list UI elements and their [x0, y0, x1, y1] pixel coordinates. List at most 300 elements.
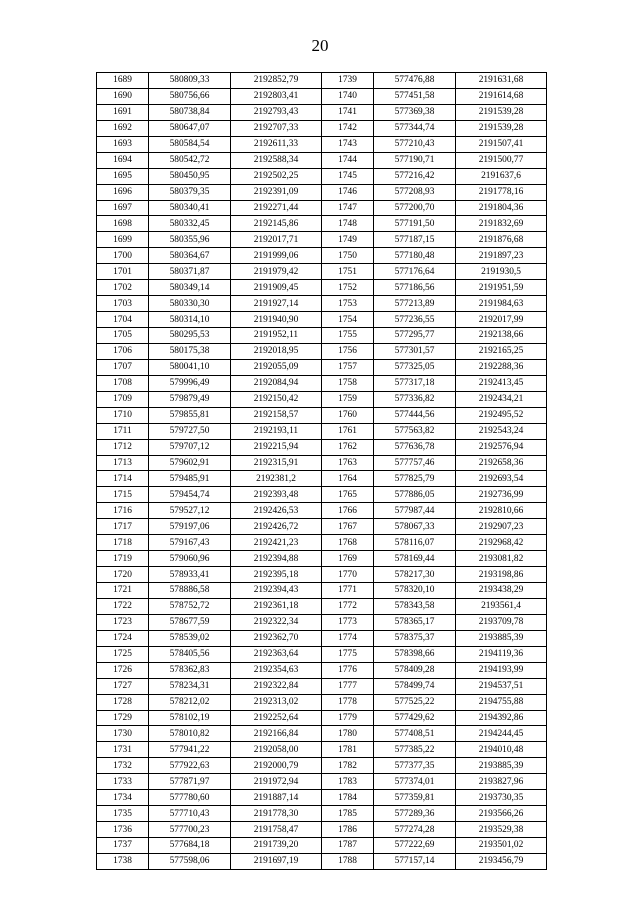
x-coordinate-cell: 577216,42 — [374, 168, 456, 184]
x-coordinate-cell: 580647,07 — [149, 120, 231, 136]
table-row — [97, 312, 547, 328]
x-coordinate-cell: 577598,06 — [149, 853, 231, 869]
x-coordinate-cell: 580584,54 — [149, 136, 231, 152]
y-coordinate-cell: 2192322,34 — [231, 614, 322, 630]
point-number-cell: 1748 — [322, 216, 374, 232]
point-number-cell: 1772 — [322, 598, 374, 614]
point-number-cell: 1710 — [97, 407, 149, 423]
point-number-cell: 1787 — [322, 838, 374, 854]
y-coordinate-cell: 2192576,94 — [456, 439, 547, 455]
point-number-cell: 1714 — [97, 471, 149, 487]
point-number-cell: 1761 — [322, 423, 374, 439]
y-coordinate-cell: 2194119,36 — [456, 646, 547, 662]
y-coordinate-cell: 2191614,68 — [456, 88, 547, 104]
point-number-cell: 1785 — [322, 806, 374, 822]
point-number-cell: 1734 — [97, 790, 149, 806]
x-coordinate-cell: 578234,31 — [149, 678, 231, 694]
x-coordinate-cell: 578365,17 — [374, 614, 456, 630]
point-number-cell: 1741 — [322, 104, 374, 120]
point-number-cell: 1721 — [97, 583, 149, 599]
point-number-cell: 1702 — [97, 280, 149, 296]
y-coordinate-cell: 2191804,36 — [456, 200, 547, 216]
point-number-cell: 1689 — [97, 73, 149, 89]
table-row — [97, 152, 547, 168]
point-number-cell: 1697 — [97, 200, 149, 216]
y-coordinate-cell: 2192271,44 — [231, 200, 322, 216]
x-coordinate-cell: 577369,38 — [374, 104, 456, 120]
y-coordinate-cell: 2194244,45 — [456, 726, 547, 742]
x-coordinate-cell: 578212,02 — [149, 694, 231, 710]
x-coordinate-cell: 578539,02 — [149, 630, 231, 646]
x-coordinate-cell: 577922,63 — [149, 758, 231, 774]
table-row — [97, 614, 547, 630]
point-number-cell: 1759 — [322, 391, 374, 407]
x-coordinate-cell: 579855,81 — [149, 407, 231, 423]
x-coordinate-cell: 578933,41 — [149, 567, 231, 583]
table-row — [97, 120, 547, 136]
table-row — [97, 248, 547, 264]
x-coordinate-cell: 580364,67 — [149, 248, 231, 264]
table-row — [97, 503, 547, 519]
y-coordinate-cell: 2192658,36 — [456, 455, 547, 471]
point-number-cell: 1758 — [322, 375, 374, 391]
point-number-cell: 1786 — [322, 822, 374, 838]
point-number-cell: 1781 — [322, 742, 374, 758]
point-number-cell: 1711 — [97, 423, 149, 439]
point-number-cell: 1701 — [97, 264, 149, 280]
table-row — [97, 136, 547, 152]
x-coordinate-cell: 578320,10 — [374, 583, 456, 599]
y-coordinate-cell: 2191930,5 — [456, 264, 547, 280]
x-coordinate-cell: 577180,48 — [374, 248, 456, 264]
x-coordinate-cell: 579060,96 — [149, 551, 231, 567]
point-number-cell: 1751 — [322, 264, 374, 280]
table-row — [97, 168, 547, 184]
point-number-cell: 1763 — [322, 455, 374, 471]
point-number-cell: 1690 — [97, 88, 149, 104]
coordinates-table — [96, 72, 547, 870]
x-coordinate-cell: 577408,51 — [374, 726, 456, 742]
y-coordinate-cell: 2192000,79 — [231, 758, 322, 774]
y-coordinate-cell: 2191697,19 — [231, 853, 322, 869]
y-coordinate-cell: 2192736,99 — [456, 487, 547, 503]
x-coordinate-cell: 579197,06 — [149, 519, 231, 535]
x-coordinate-cell: 579602,91 — [149, 455, 231, 471]
point-number-cell: 1733 — [97, 774, 149, 790]
y-coordinate-cell: 2194755,88 — [456, 694, 547, 710]
point-number-cell: 1739 — [322, 73, 374, 89]
table-row — [97, 662, 547, 678]
table-row — [97, 646, 547, 662]
x-coordinate-cell: 578409,28 — [374, 662, 456, 678]
table-row — [97, 216, 547, 232]
y-coordinate-cell: 2192393,48 — [231, 487, 322, 503]
x-coordinate-cell: 578116,07 — [374, 535, 456, 551]
y-coordinate-cell: 2191999,06 — [231, 248, 322, 264]
x-coordinate-cell: 578362,83 — [149, 662, 231, 678]
point-number-cell: 1730 — [97, 726, 149, 742]
x-coordinate-cell: 579454,74 — [149, 487, 231, 503]
point-number-cell: 1745 — [322, 168, 374, 184]
x-coordinate-cell: 580756,66 — [149, 88, 231, 104]
y-coordinate-cell: 2191887,14 — [231, 790, 322, 806]
y-coordinate-cell: 2191778,30 — [231, 806, 322, 822]
point-number-cell: 1693 — [97, 136, 149, 152]
point-number-cell: 1746 — [322, 184, 374, 200]
table-row — [97, 359, 547, 375]
y-coordinate-cell: 2192391,09 — [231, 184, 322, 200]
table-row — [97, 838, 547, 854]
y-coordinate-cell: 2192158,57 — [231, 407, 322, 423]
point-number-cell: 1753 — [322, 296, 374, 312]
point-number-cell: 1716 — [97, 503, 149, 519]
y-coordinate-cell: 2192150,42 — [231, 391, 322, 407]
point-number-cell: 1749 — [322, 232, 374, 248]
point-number-cell: 1736 — [97, 822, 149, 838]
point-number-cell: 1727 — [97, 678, 149, 694]
x-coordinate-cell: 577941,22 — [149, 742, 231, 758]
y-coordinate-cell: 2191758,47 — [231, 822, 322, 838]
y-coordinate-cell: 2192395,18 — [231, 567, 322, 583]
point-number-cell: 1708 — [97, 375, 149, 391]
y-coordinate-cell: 2192394,43 — [231, 583, 322, 599]
point-number-cell: 1783 — [322, 774, 374, 790]
point-number-cell: 1720 — [97, 567, 149, 583]
point-number-cell: 1777 — [322, 678, 374, 694]
point-number-cell: 1724 — [97, 630, 149, 646]
y-coordinate-cell: 2191539,28 — [456, 104, 547, 120]
point-number-cell: 1784 — [322, 790, 374, 806]
y-coordinate-cell: 2191979,42 — [231, 264, 322, 280]
point-number-cell: 1725 — [97, 646, 149, 662]
x-coordinate-cell: 580738,84 — [149, 104, 231, 120]
y-coordinate-cell: 2192354,63 — [231, 662, 322, 678]
x-coordinate-cell: 577987,44 — [374, 503, 456, 519]
point-number-cell: 1770 — [322, 567, 374, 583]
table-row — [97, 742, 547, 758]
point-number-cell: 1762 — [322, 439, 374, 455]
point-number-cell: 1744 — [322, 152, 374, 168]
x-coordinate-cell: 577377,35 — [374, 758, 456, 774]
table-row — [97, 73, 547, 89]
x-coordinate-cell: 578398,66 — [374, 646, 456, 662]
point-number-cell: 1769 — [322, 551, 374, 567]
y-coordinate-cell: 2192611,33 — [231, 136, 322, 152]
x-coordinate-cell: 577186,56 — [374, 280, 456, 296]
y-coordinate-cell: 2191739,20 — [231, 838, 322, 854]
x-coordinate-cell: 578499,74 — [374, 678, 456, 694]
y-coordinate-cell: 2192165,25 — [456, 343, 547, 359]
point-number-cell: 1713 — [97, 455, 149, 471]
point-number-cell: 1715 — [97, 487, 149, 503]
y-coordinate-cell: 2192394,88 — [231, 551, 322, 567]
point-number-cell: 1737 — [97, 838, 149, 854]
y-coordinate-cell: 2192707,33 — [231, 120, 322, 136]
y-coordinate-cell: 2192322,84 — [231, 678, 322, 694]
x-coordinate-cell: 577301,57 — [374, 343, 456, 359]
x-coordinate-cell: 577374,01 — [374, 774, 456, 790]
point-number-cell: 1704 — [97, 312, 149, 328]
x-coordinate-cell: 577429,62 — [374, 710, 456, 726]
x-coordinate-cell: 577236,55 — [374, 312, 456, 328]
point-number-cell: 1764 — [322, 471, 374, 487]
y-coordinate-cell: 2192017,99 — [456, 312, 547, 328]
point-number-cell: 1771 — [322, 583, 374, 599]
point-number-cell: 1732 — [97, 758, 149, 774]
y-coordinate-cell: 2192426,53 — [231, 503, 322, 519]
table-row — [97, 487, 547, 503]
y-coordinate-cell: 2191507,41 — [456, 136, 547, 152]
x-coordinate-cell: 577344,74 — [374, 120, 456, 136]
y-coordinate-cell: 2192363,64 — [231, 646, 322, 662]
x-coordinate-cell: 580809,33 — [149, 73, 231, 89]
table-row — [97, 583, 547, 599]
point-number-cell: 1756 — [322, 343, 374, 359]
y-coordinate-cell: 2194193,99 — [456, 662, 547, 678]
point-number-cell: 1729 — [97, 710, 149, 726]
point-number-cell: 1767 — [322, 519, 374, 535]
y-coordinate-cell: 2191940,90 — [231, 312, 322, 328]
y-coordinate-cell: 2192793,43 — [231, 104, 322, 120]
table-row — [97, 630, 547, 646]
point-number-cell: 1698 — [97, 216, 149, 232]
table-row — [97, 758, 547, 774]
y-coordinate-cell: 2193438,29 — [456, 583, 547, 599]
y-coordinate-cell: 2192055,09 — [231, 359, 322, 375]
x-coordinate-cell: 577210,43 — [374, 136, 456, 152]
y-coordinate-cell: 2191500,77 — [456, 152, 547, 168]
x-coordinate-cell: 580349,14 — [149, 280, 231, 296]
table-row — [97, 774, 547, 790]
point-number-cell: 1782 — [322, 758, 374, 774]
y-coordinate-cell: 2192145,86 — [231, 216, 322, 232]
table-row — [97, 343, 547, 359]
y-coordinate-cell: 2192252,64 — [231, 710, 322, 726]
point-number-cell: 1695 — [97, 168, 149, 184]
y-coordinate-cell: 2191909,45 — [231, 280, 322, 296]
table-row — [97, 551, 547, 567]
point-number-cell: 1731 — [97, 742, 149, 758]
y-coordinate-cell: 2191972,94 — [231, 774, 322, 790]
x-coordinate-cell: 579727,50 — [149, 423, 231, 439]
y-coordinate-cell: 2191631,68 — [456, 73, 547, 89]
point-number-cell: 1774 — [322, 630, 374, 646]
y-coordinate-cell: 2191637,6 — [456, 168, 547, 184]
y-coordinate-cell: 2192803,41 — [231, 88, 322, 104]
y-coordinate-cell: 2192084,94 — [231, 375, 322, 391]
table-row — [97, 296, 547, 312]
point-number-cell: 1726 — [97, 662, 149, 678]
x-coordinate-cell: 577636,78 — [374, 439, 456, 455]
table-row — [97, 104, 547, 120]
y-coordinate-cell: 2191876,68 — [456, 232, 547, 248]
x-coordinate-cell: 578067,33 — [374, 519, 456, 535]
y-coordinate-cell: 2193456,79 — [456, 853, 547, 869]
table-row — [97, 200, 547, 216]
x-coordinate-cell: 579996,49 — [149, 375, 231, 391]
y-coordinate-cell: 2192421,23 — [231, 535, 322, 551]
point-number-cell: 1723 — [97, 614, 149, 630]
point-number-cell: 1696 — [97, 184, 149, 200]
table-row — [97, 790, 547, 806]
y-coordinate-cell: 2193501,02 — [456, 838, 547, 854]
y-coordinate-cell: 2193827,96 — [456, 774, 547, 790]
x-coordinate-cell: 577710,43 — [149, 806, 231, 822]
y-coordinate-cell: 2193198,86 — [456, 567, 547, 583]
point-number-cell: 1742 — [322, 120, 374, 136]
x-coordinate-cell: 577157,14 — [374, 853, 456, 869]
table-row — [97, 280, 547, 296]
y-coordinate-cell: 2192018,95 — [231, 343, 322, 359]
table-row — [97, 710, 547, 726]
y-coordinate-cell: 2192058,00 — [231, 742, 322, 758]
point-number-cell: 1776 — [322, 662, 374, 678]
x-coordinate-cell: 577325,05 — [374, 359, 456, 375]
x-coordinate-cell: 578405,56 — [149, 646, 231, 662]
y-coordinate-cell: 2192381,2 — [231, 471, 322, 487]
point-number-cell: 1735 — [97, 806, 149, 822]
y-coordinate-cell: 2193730,35 — [456, 790, 547, 806]
table-row — [97, 264, 547, 280]
x-coordinate-cell: 578102,19 — [149, 710, 231, 726]
x-coordinate-cell: 578752,72 — [149, 598, 231, 614]
y-coordinate-cell: 2194392,86 — [456, 710, 547, 726]
coordinates-table-body — [97, 73, 547, 870]
point-number-cell: 1754 — [322, 312, 374, 328]
y-coordinate-cell: 2192810,66 — [456, 503, 547, 519]
x-coordinate-cell: 580332,45 — [149, 216, 231, 232]
x-coordinate-cell: 580340,41 — [149, 200, 231, 216]
y-coordinate-cell: 2192434,21 — [456, 391, 547, 407]
point-number-cell: 1717 — [97, 519, 149, 535]
y-coordinate-cell: 2191897,23 — [456, 248, 547, 264]
point-number-cell: 1719 — [97, 551, 149, 567]
point-number-cell: 1740 — [322, 88, 374, 104]
y-coordinate-cell: 2192426,72 — [231, 519, 322, 535]
x-coordinate-cell: 580542,72 — [149, 152, 231, 168]
x-coordinate-cell: 580330,30 — [149, 296, 231, 312]
y-coordinate-cell: 2193885,39 — [456, 630, 547, 646]
y-coordinate-cell: 2192588,34 — [231, 152, 322, 168]
x-coordinate-cell: 578010,82 — [149, 726, 231, 742]
x-coordinate-cell: 579879,49 — [149, 391, 231, 407]
point-number-cell: 1703 — [97, 296, 149, 312]
table-row — [97, 853, 547, 869]
point-number-cell: 1775 — [322, 646, 374, 662]
x-coordinate-cell: 580379,35 — [149, 184, 231, 200]
x-coordinate-cell: 577289,36 — [374, 806, 456, 822]
y-coordinate-cell: 2191952,11 — [231, 328, 322, 344]
x-coordinate-cell: 577176,64 — [374, 264, 456, 280]
y-coordinate-cell: 2192502,25 — [231, 168, 322, 184]
point-number-cell: 1757 — [322, 359, 374, 375]
table-row — [97, 471, 547, 487]
table-row — [97, 439, 547, 455]
y-coordinate-cell: 2193885,39 — [456, 758, 547, 774]
x-coordinate-cell: 577444,56 — [374, 407, 456, 423]
y-coordinate-cell: 2192215,94 — [231, 439, 322, 455]
table-row — [97, 806, 547, 822]
x-coordinate-cell: 578169,44 — [374, 551, 456, 567]
y-coordinate-cell: 2192693,54 — [456, 471, 547, 487]
y-coordinate-cell: 2192362,70 — [231, 630, 322, 646]
point-number-cell: 1728 — [97, 694, 149, 710]
point-number-cell: 1779 — [322, 710, 374, 726]
table-row — [97, 328, 547, 344]
x-coordinate-cell: 580450,95 — [149, 168, 231, 184]
y-coordinate-cell: 2192193,11 — [231, 423, 322, 439]
y-coordinate-cell: 2192017,71 — [231, 232, 322, 248]
y-coordinate-cell: 2192138,66 — [456, 328, 547, 344]
table-row — [97, 407, 547, 423]
x-coordinate-cell: 578217,30 — [374, 567, 456, 583]
x-coordinate-cell: 577563,82 — [374, 423, 456, 439]
point-number-cell: 1691 — [97, 104, 149, 120]
table-row — [97, 391, 547, 407]
y-coordinate-cell: 2194010,48 — [456, 742, 547, 758]
table-row — [97, 678, 547, 694]
point-number-cell: 1700 — [97, 248, 149, 264]
table-row — [97, 535, 547, 551]
x-coordinate-cell: 579485,91 — [149, 471, 231, 487]
y-coordinate-cell: 2193529,38 — [456, 822, 547, 838]
point-number-cell: 1692 — [97, 120, 149, 136]
y-coordinate-cell: 2192495,52 — [456, 407, 547, 423]
y-coordinate-cell: 2191951,59 — [456, 280, 547, 296]
point-number-cell: 1780 — [322, 726, 374, 742]
point-number-cell: 1760 — [322, 407, 374, 423]
point-number-cell: 1765 — [322, 487, 374, 503]
point-number-cell: 1773 — [322, 614, 374, 630]
x-coordinate-cell: 577222,69 — [374, 838, 456, 854]
x-coordinate-cell: 580314,10 — [149, 312, 231, 328]
table-row — [97, 184, 547, 200]
x-coordinate-cell: 577780,60 — [149, 790, 231, 806]
y-coordinate-cell: 2193561,4 — [456, 598, 547, 614]
table-row — [97, 375, 547, 391]
point-number-cell: 1752 — [322, 280, 374, 296]
x-coordinate-cell: 579527,12 — [149, 503, 231, 519]
x-coordinate-cell: 578343,58 — [374, 598, 456, 614]
x-coordinate-cell: 577385,22 — [374, 742, 456, 758]
point-number-cell: 1707 — [97, 359, 149, 375]
page-number: 20 — [311, 36, 329, 55]
table-row — [97, 232, 547, 248]
x-coordinate-cell: 577274,28 — [374, 822, 456, 838]
x-coordinate-cell: 577886,05 — [374, 487, 456, 503]
x-coordinate-cell: 579707,12 — [149, 439, 231, 455]
y-coordinate-cell: 2192313,02 — [231, 694, 322, 710]
x-coordinate-cell: 577359,81 — [374, 790, 456, 806]
point-number-cell: 1738 — [97, 853, 149, 869]
x-coordinate-cell: 580041,10 — [149, 359, 231, 375]
y-coordinate-cell: 2193566,26 — [456, 806, 547, 822]
point-number-cell: 1788 — [322, 853, 374, 869]
x-coordinate-cell: 580295,53 — [149, 328, 231, 344]
y-coordinate-cell: 2191539,28 — [456, 120, 547, 136]
table-row — [97, 726, 547, 742]
y-coordinate-cell: 2191832,69 — [456, 216, 547, 232]
point-number-cell: 1694 — [97, 152, 149, 168]
x-coordinate-cell: 580371,87 — [149, 264, 231, 280]
x-coordinate-cell: 577684,18 — [149, 838, 231, 854]
point-number-cell: 1778 — [322, 694, 374, 710]
point-number-cell: 1705 — [97, 328, 149, 344]
y-coordinate-cell: 2192413,45 — [456, 375, 547, 391]
point-number-cell: 1699 — [97, 232, 149, 248]
x-coordinate-cell: 577336,82 — [374, 391, 456, 407]
table-row — [97, 88, 547, 104]
